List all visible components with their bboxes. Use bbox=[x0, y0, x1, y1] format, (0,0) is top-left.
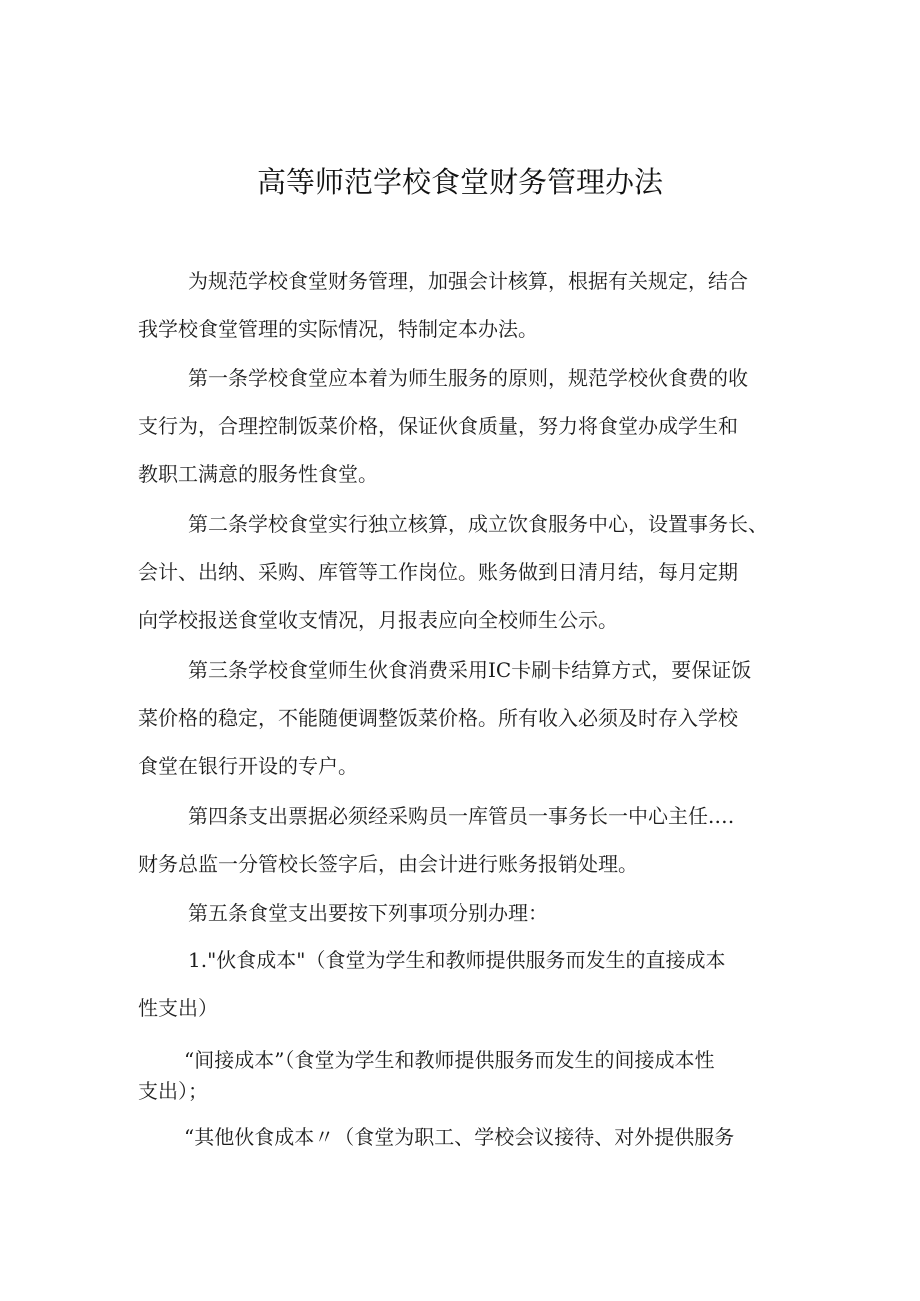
paragraph-line: 第三条学校食堂师生伙食消费采用IC卡刷卡结算方式，要保证饭 bbox=[188, 658, 752, 682]
paragraph-line: 第五条食堂支出要按下列事项分别办理： bbox=[188, 901, 548, 925]
paragraph-line: 食堂在银行开设的专户。 bbox=[138, 754, 358, 778]
paragraph-line: 支行为，合理控制饭菜价格，保证伙食质量，努力将食堂办成学生和 bbox=[138, 414, 738, 438]
paragraph-line: “其他伙食成本〃（食堂为职工、学校会议接待、对外提供服务 bbox=[184, 1125, 735, 1149]
paragraph-line: 第二条学校食堂实行独立核算，成立饮食服务中心，设置事务长、 bbox=[188, 512, 768, 536]
paragraph-line: 支出）； bbox=[138, 1079, 208, 1103]
paragraph-line: 第四条支出票据必须经采购员一库管员一事务长一中心主任.… bbox=[188, 804, 735, 828]
document-title: 高等师范学校食堂财务管理办法 bbox=[256, 165, 663, 199]
paragraph-line: 第一条学校食堂应本着为师生服务的原则，规范学校伙食费的收 bbox=[188, 366, 748, 390]
paragraph-line: 教职工满意的服务性食堂。 bbox=[138, 462, 378, 486]
paragraph-line: 向学校报送食堂收支情况，月报表应向全校师生公示。 bbox=[138, 608, 618, 632]
paragraph-line: 我学校食堂管理的实际情况，特制定本办法。 bbox=[138, 317, 538, 341]
paragraph-line: 财务总监一分管校长签字后，由会计进行账务报销处理。 bbox=[138, 852, 638, 876]
paragraph-line: “间接成本”（食堂为学生和教师提供服务而发生的间接成本性 bbox=[184, 1048, 715, 1072]
paragraph-line: 为规范学校食堂财务管理，加强会计核算，根据有关规定，结合 bbox=[188, 269, 748, 293]
paragraph-line: 菜价格的稳定，不能随便调整饭菜价格。所有收入必须及时存入学校 bbox=[138, 706, 738, 730]
paragraph-line: 会计、出纳、采购、库管等工作岗位。账务做到日清月结，每月定期 bbox=[138, 560, 738, 584]
paragraph-line: 性支出） bbox=[138, 996, 218, 1020]
paragraph-line: 1."伙食成本"（食堂为学生和教师提供服务而发生的直接成本 bbox=[188, 948, 726, 972]
